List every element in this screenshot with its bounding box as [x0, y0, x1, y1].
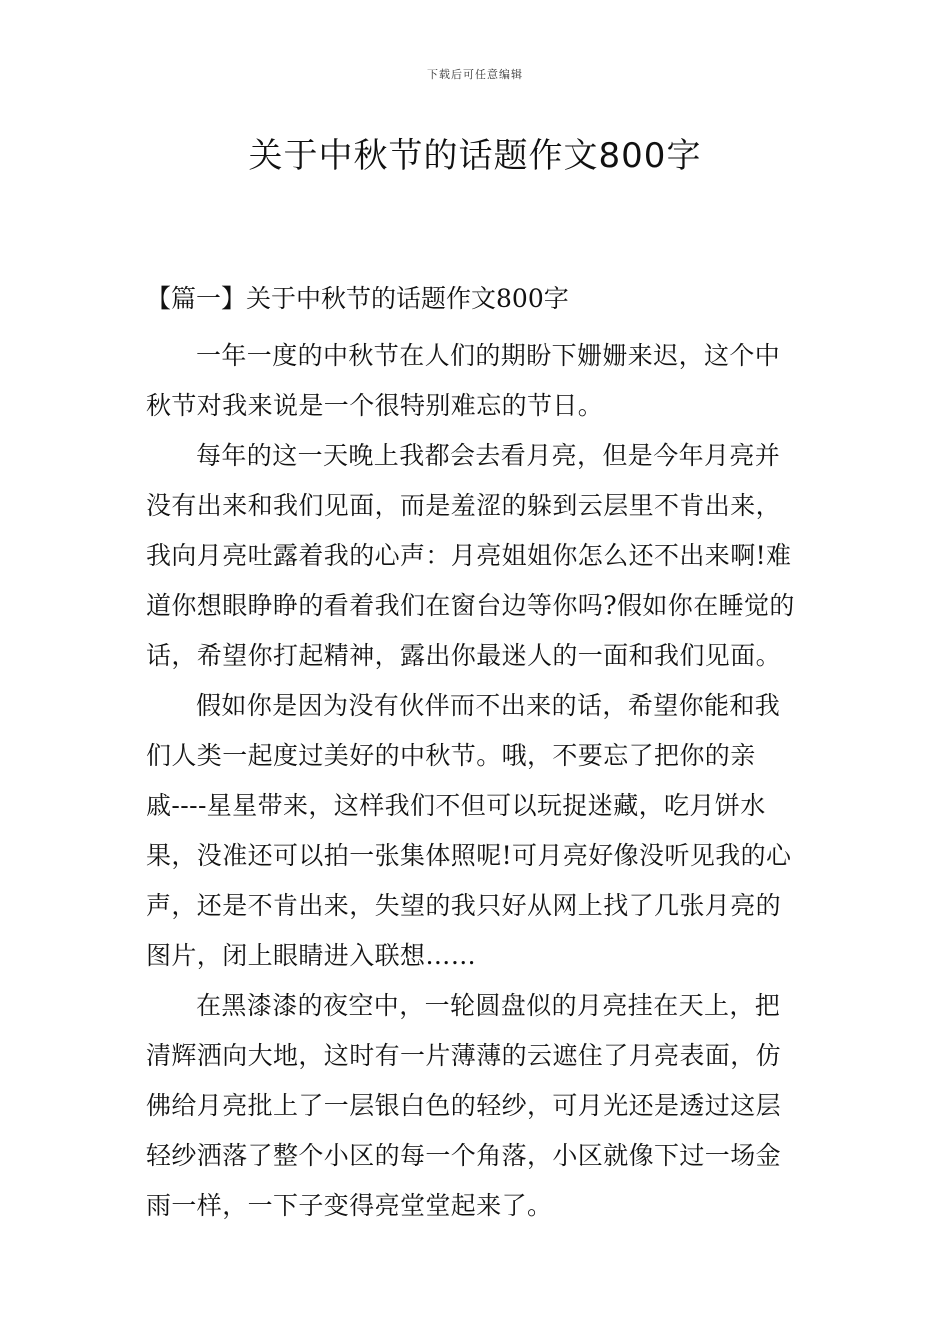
paragraph-line: 在黑漆漆的夜空中，一轮圆盘似的月亮挂在天上，把: [196, 991, 781, 1020]
section-heading: 【篇一】关于中秋节的话题作文800字: [146, 284, 569, 313]
paragraph-2: [146, 431, 808, 681]
document-title: 关于中秋节的话题作文800字: [248, 136, 702, 176]
paragraph-line: 声，还是不肯出来，失望的我只好从网上找了几张月亮的: [146, 891, 782, 920]
paragraph-line: 道你想眼睁睁的看着我们在窗台边等你吗?假如你在睡觉的: [146, 591, 795, 620]
paragraph-line: 佛给月亮批上了一层银白色的轻纱，可月光还是透过这层: [146, 1091, 782, 1120]
paragraph-line: 图片，闭上眼睛进入联想……: [146, 941, 477, 970]
document-body: [146, 281, 808, 1231]
paragraph-line: 秋节对我来说是一个很特别难忘的节日。: [146, 391, 604, 420]
paragraph-line: 们人类一起度过美好的中秋节。哦，不要忘了把你的亲: [146, 741, 756, 770]
paragraph-line: 一年一度的中秋节在人们的期盼下姗姗来迟，这个中: [196, 341, 781, 370]
paragraph-line: 雨一样，一下子变得亮堂堂起来了。: [146, 1191, 553, 1220]
paragraph-4: [146, 981, 808, 1231]
paragraph-line: 话，希望你打起精神，露出你最迷人的一面和我们见面。: [146, 641, 782, 670]
paragraph-line: 假如你是因为没有伙伴而不出来的话，希望你能和我: [196, 691, 781, 720]
paragraph-line: 戚----星星带来，这样我们不但可以玩捉迷藏，吃月饼水: [146, 791, 766, 820]
paragraph-1: [146, 331, 808, 431]
paragraph-line: 果，没准还可以拍一张集体照呢!可月亮好像没听见我的心: [146, 841, 792, 870]
paragraph-line: 每年的这一天晚上我都会去看月亮，但是今年月亮并: [196, 441, 781, 470]
paragraph-line: 清辉洒向大地，这时有一片薄薄的云遮住了月亮表面，仿: [146, 1041, 782, 1070]
paragraph-line: 轻纱洒落了整个小区的每一个角落，小区就像下过一场金: [146, 1141, 782, 1170]
paragraph-3: [146, 681, 808, 981]
paragraph-line: 我向月亮吐露着我的心声：月亮姐姐你怎么还不出来啊!难: [146, 541, 792, 570]
paragraph-line: 没有出来和我们见面，而是羞涩的躲到云层里不肯出来，: [146, 491, 782, 520]
header-note: 下载后可任意编辑: [427, 68, 523, 81]
